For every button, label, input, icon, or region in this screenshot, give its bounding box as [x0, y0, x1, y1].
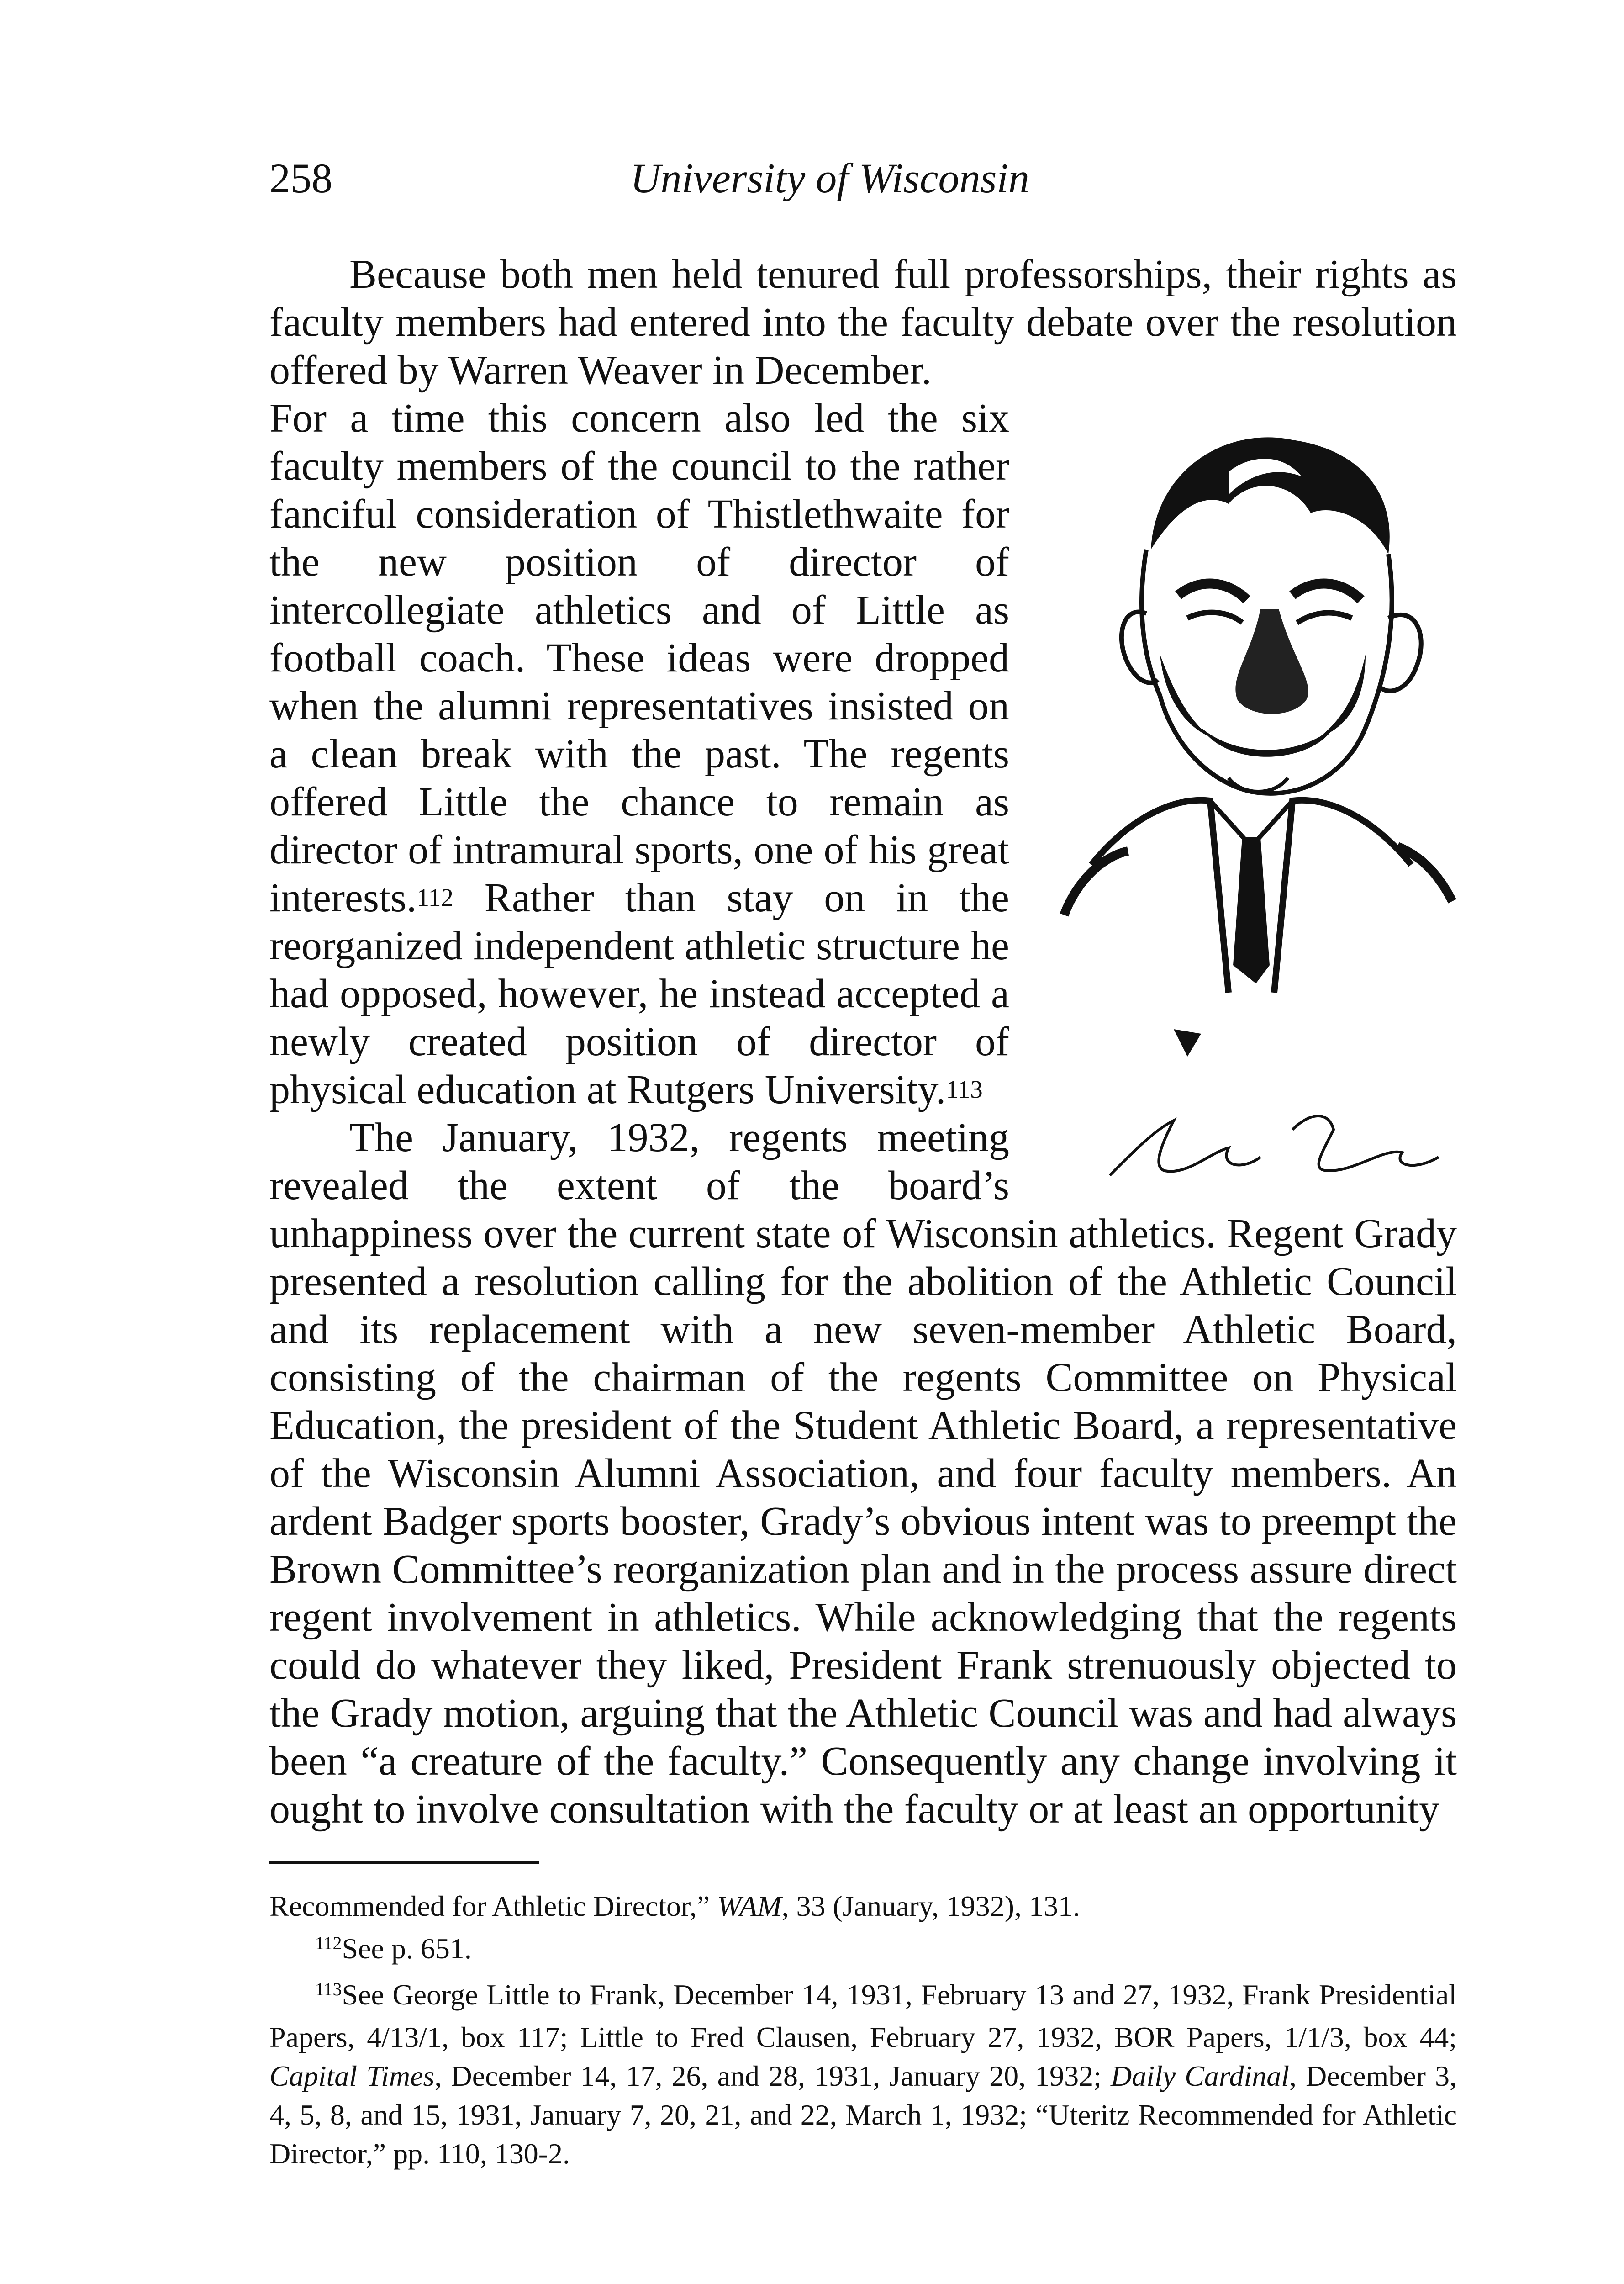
footnote-113-text-c: , December 3, 4, 5, 8, and 15, 1931, January 7, 20, 21, and 22, March 1, 1932; “Uteritz Recommended for Athletic Director,” pp. 110, 130-2. — [269, 2060, 1457, 2170]
caricature-figure — [1037, 399, 1475, 1184]
publication-daily-cardinal: Daily Cardinal — [1111, 2060, 1290, 2092]
footnote-rule — [269, 1861, 539, 1864]
caricature-illustration — [1037, 399, 1475, 1184]
paragraph-3: The January, 1932, regents meeting revealed the extent of the board’s unhappiness over the current state of Wisconsin athletics. Regent Grady presented a resolution calling for the abolition of the Athletic Council and its replacement with a new seven-member Athletic Board, consisting of the chairman of the regents Committee on Physical Education, the president of the Student Athletic Board, a representative of the Wisconsin Alumni Association, and four faculty members. An ardent Badger sports booster, Grady’s obvious intent was to preempt the Brown Committee’s reorganization plan and in the process assure direct regent involvement in athletics. While acknowledging that the regents could do whatever they liked, President Frank strenuously objected to the Grady motion, arguing that the Athletic Council was and had always been “a creature of the faculty.” Consequently any change involving it ought to involve consultation with the faculty or at least an opportunity — [269, 1115, 1457, 1832]
footnote-continued — [269, 1887, 1457, 1925]
publication-capital-times: Capital Times — [269, 2060, 435, 2092]
running-title: University of Wisconsin — [630, 155, 1029, 201]
page-number: 258 — [269, 155, 332, 201]
body-text — [269, 250, 1457, 1833]
footnotes — [269, 1887, 1457, 2177]
footnote-112-text: See p. 651. — [342, 1932, 472, 1965]
page-header — [269, 151, 1457, 206]
footnote-113-text-a: See George Little to Frank, December 14, 1931, February 13 and 27, 1932, Frank Presidential Papers, 4/13/1, box 117; Little to Fred Clausen, February 27, 1932, BOR Papers, 1/1/3, box 44; — [269, 1978, 1457, 2053]
footnote-113-number: 113 — [315, 1979, 342, 1999]
paragraph-2-part-a: For a time this concern also led the six faculty members of the council to the rather fanciful consideration of Thistlethwaite for the new position of director of intercollegiate athletics and of Little as football coach. These ideas were dropped when the alumni representatives insisted on a clean break with the past. The regents offered Little the chance to remain as director of intramural sports, one of his great interests. — [269, 396, 1009, 920]
journal-title: WAM — [717, 1890, 782, 1922]
footnote-112-number: 112 — [315, 1933, 342, 1953]
footnote-113 — [269, 1975, 1457, 2173]
paragraph-2-part-b: Rather than stay on in the reorganized independent athletic structure he had opposed, however, he instead accepted a newly created position of director of physical education at Rutgers University. — [269, 875, 1009, 1112]
footnote-ref-113[interactable]: 113 — [946, 1075, 983, 1103]
footnote-continued-text: Recommended for Athletic Director,” — [269, 1890, 717, 1922]
footnote-112 — [269, 1929, 1457, 1972]
footnote-ref-112[interactable]: 112 — [417, 883, 453, 911]
paragraph-1: Because both men held tenured full professorships, their rights as faculty members had entered into the faculty debate over the resolution offered by Warren Weaver in December. — [269, 252, 1457, 393]
footnote-113-text-b: , December 14, 17, 26, and 28, 1931, January 20, 1932; — [434, 2060, 1111, 2092]
footnote-continued-citation: , 33 (January, 1932), 131. — [781, 1890, 1080, 1922]
